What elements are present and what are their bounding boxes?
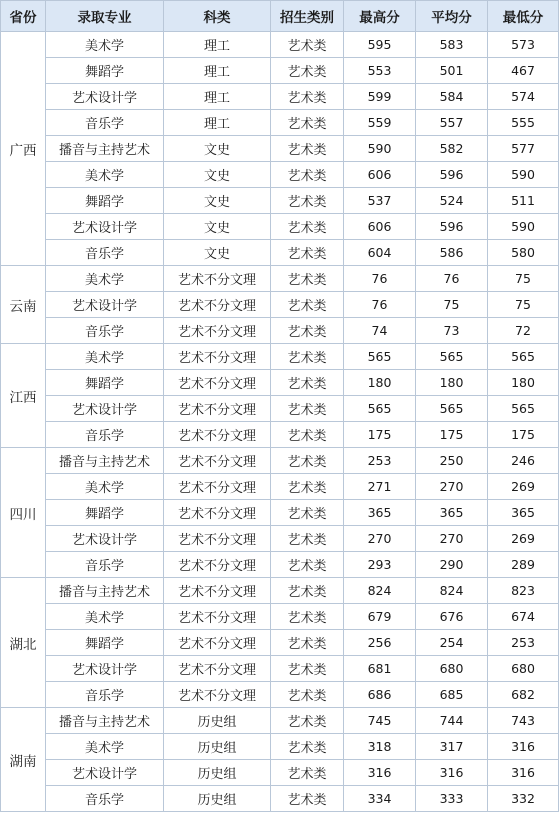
table-row	[1, 526, 559, 552]
min-score-cell: 511	[488, 188, 559, 214]
admission-type-cell: 艺术类	[271, 422, 344, 448]
category-cell: 艺术不分文理	[164, 266, 271, 292]
min-score-cell: 590	[488, 214, 559, 240]
major-cell: 播音与主持艺术	[46, 708, 164, 734]
table-row	[1, 266, 559, 292]
avg-score-cell: 676	[416, 604, 488, 630]
category-cell: 历史组	[164, 786, 271, 812]
max-score-cell: 256	[344, 630, 416, 656]
category-cell: 艺术不分文理	[164, 370, 271, 396]
admission-type-cell: 艺术类	[271, 630, 344, 656]
admission-type-cell: 艺术类	[271, 448, 344, 474]
max-score-cell: 76	[344, 266, 416, 292]
min-score-cell: 577	[488, 136, 559, 162]
header-max-score: 最高分	[344, 1, 416, 32]
max-score-cell: 595	[344, 32, 416, 58]
major-cell: 美术学	[46, 266, 164, 292]
min-score-cell: 75	[488, 292, 559, 318]
min-score-cell: 590	[488, 162, 559, 188]
max-score-cell: 590	[344, 136, 416, 162]
avg-score-cell: 565	[416, 396, 488, 422]
max-score-cell: 604	[344, 240, 416, 266]
table-body	[1, 32, 559, 812]
avg-score-cell: 586	[416, 240, 488, 266]
min-score-cell: 75	[488, 266, 559, 292]
avg-score-cell: 316	[416, 760, 488, 786]
category-cell: 艺术不分文理	[164, 526, 271, 552]
table-row	[1, 760, 559, 786]
max-score-cell: 553	[344, 58, 416, 84]
min-score-cell: 743	[488, 708, 559, 734]
category-cell: 文史	[164, 240, 271, 266]
max-score-cell: 565	[344, 396, 416, 422]
category-cell: 理工	[164, 32, 271, 58]
province-cell: 江西	[1, 344, 46, 448]
max-score-cell: 271	[344, 474, 416, 500]
admission-type-cell: 艺术类	[271, 500, 344, 526]
major-cell: 艺术设计学	[46, 84, 164, 110]
avg-score-cell: 250	[416, 448, 488, 474]
avg-score-cell: 333	[416, 786, 488, 812]
admission-type-cell: 艺术类	[271, 84, 344, 110]
admission-type-cell: 艺术类	[271, 734, 344, 760]
max-score-cell: 316	[344, 760, 416, 786]
admission-type-cell: 艺术类	[271, 214, 344, 240]
category-cell: 艺术不分文理	[164, 422, 271, 448]
admission-type-cell: 艺术类	[271, 136, 344, 162]
major-cell: 艺术设计学	[46, 656, 164, 682]
category-cell: 艺术不分文理	[164, 448, 271, 474]
admission-type-cell: 艺术类	[271, 708, 344, 734]
min-score-cell: 269	[488, 526, 559, 552]
avg-score-cell: 270	[416, 474, 488, 500]
avg-score-cell: 557	[416, 110, 488, 136]
avg-score-cell: 75	[416, 292, 488, 318]
max-score-cell: 76	[344, 292, 416, 318]
table-row	[1, 214, 559, 240]
max-score-cell: 679	[344, 604, 416, 630]
avg-score-cell: 685	[416, 682, 488, 708]
min-score-cell: 365	[488, 500, 559, 526]
max-score-cell: 745	[344, 708, 416, 734]
min-score-cell: 680	[488, 656, 559, 682]
max-score-cell: 334	[344, 786, 416, 812]
min-score-cell: 316	[488, 734, 559, 760]
admission-type-cell: 艺术类	[271, 474, 344, 500]
table-row	[1, 292, 559, 318]
min-score-cell: 674	[488, 604, 559, 630]
province-cell: 湖南	[1, 708, 46, 812]
avg-score-cell: 175	[416, 422, 488, 448]
category-cell: 艺术不分文理	[164, 344, 271, 370]
table-row	[1, 318, 559, 344]
min-score-cell: 175	[488, 422, 559, 448]
category-cell: 理工	[164, 84, 271, 110]
table-row	[1, 370, 559, 396]
max-score-cell: 606	[344, 214, 416, 240]
category-cell: 艺术不分文理	[164, 318, 271, 344]
admission-type-cell: 艺术类	[271, 58, 344, 84]
admission-type-cell: 艺术类	[271, 604, 344, 630]
category-cell: 文史	[164, 188, 271, 214]
major-cell: 艺术设计学	[46, 760, 164, 786]
major-cell: 音乐学	[46, 110, 164, 136]
max-score-cell: 681	[344, 656, 416, 682]
table-row	[1, 578, 559, 604]
major-cell: 音乐学	[46, 552, 164, 578]
table-row	[1, 32, 559, 58]
avg-score-cell: 524	[416, 188, 488, 214]
admission-type-cell: 艺术类	[271, 552, 344, 578]
category-cell: 艺术不分文理	[164, 656, 271, 682]
admission-type-cell: 艺术类	[271, 110, 344, 136]
major-cell: 美术学	[46, 734, 164, 760]
major-cell: 播音与主持艺术	[46, 578, 164, 604]
table-row	[1, 552, 559, 578]
category-cell: 艺术不分文理	[164, 474, 271, 500]
table-row	[1, 656, 559, 682]
min-score-cell: 72	[488, 318, 559, 344]
table-row	[1, 162, 559, 188]
admission-type-cell: 艺术类	[271, 344, 344, 370]
max-score-cell: 686	[344, 682, 416, 708]
min-score-cell: 467	[488, 58, 559, 84]
max-score-cell: 180	[344, 370, 416, 396]
min-score-cell: 823	[488, 578, 559, 604]
admission-type-cell: 艺术类	[271, 786, 344, 812]
major-cell: 美术学	[46, 32, 164, 58]
max-score-cell: 559	[344, 110, 416, 136]
avg-score-cell: 254	[416, 630, 488, 656]
table-row	[1, 396, 559, 422]
table-row	[1, 188, 559, 214]
table-row	[1, 630, 559, 656]
avg-score-cell: 596	[416, 214, 488, 240]
major-cell: 舞蹈学	[46, 630, 164, 656]
major-cell: 舞蹈学	[46, 58, 164, 84]
avg-score-cell: 680	[416, 656, 488, 682]
province-cell: 四川	[1, 448, 46, 578]
category-cell: 艺术不分文理	[164, 682, 271, 708]
category-cell: 文史	[164, 162, 271, 188]
max-score-cell: 824	[344, 578, 416, 604]
max-score-cell: 74	[344, 318, 416, 344]
min-score-cell: 332	[488, 786, 559, 812]
major-cell: 音乐学	[46, 318, 164, 344]
admission-type-cell: 艺术类	[271, 370, 344, 396]
table-row	[1, 448, 559, 474]
admission-type-cell: 艺术类	[271, 162, 344, 188]
avg-score-cell: 596	[416, 162, 488, 188]
header-province: 省份	[1, 1, 46, 32]
avg-score-cell: 582	[416, 136, 488, 162]
major-cell: 艺术设计学	[46, 214, 164, 240]
avg-score-cell: 73	[416, 318, 488, 344]
max-score-cell: 293	[344, 552, 416, 578]
max-score-cell: 270	[344, 526, 416, 552]
category-cell: 艺术不分文理	[164, 604, 271, 630]
table-row	[1, 786, 559, 812]
table-row	[1, 500, 559, 526]
avg-score-cell: 824	[416, 578, 488, 604]
avg-score-cell: 180	[416, 370, 488, 396]
admission-type-cell: 艺术类	[271, 760, 344, 786]
max-score-cell: 318	[344, 734, 416, 760]
admission-type-cell: 艺术类	[271, 682, 344, 708]
category-cell: 历史组	[164, 760, 271, 786]
header-row	[1, 1, 559, 32]
max-score-cell: 537	[344, 188, 416, 214]
avg-score-cell: 270	[416, 526, 488, 552]
table-row	[1, 58, 559, 84]
category-cell: 艺术不分文理	[164, 396, 271, 422]
major-cell: 舞蹈学	[46, 370, 164, 396]
min-score-cell: 253	[488, 630, 559, 656]
avg-score-cell: 501	[416, 58, 488, 84]
max-score-cell: 365	[344, 500, 416, 526]
avg-score-cell: 583	[416, 32, 488, 58]
major-cell: 艺术设计学	[46, 292, 164, 318]
avg-score-cell: 565	[416, 344, 488, 370]
min-score-cell: 565	[488, 396, 559, 422]
table-row	[1, 344, 559, 370]
province-cell: 广西	[1, 32, 46, 266]
avg-score-cell: 317	[416, 734, 488, 760]
admission-type-cell: 艺术类	[271, 240, 344, 266]
header-admission-type: 招生类别	[271, 1, 344, 32]
table-row	[1, 84, 559, 110]
min-score-cell: 574	[488, 84, 559, 110]
avg-score-cell: 584	[416, 84, 488, 110]
category-cell: 历史组	[164, 708, 271, 734]
category-cell: 理工	[164, 58, 271, 84]
min-score-cell: 580	[488, 240, 559, 266]
max-score-cell: 175	[344, 422, 416, 448]
header-avg-score: 平均分	[416, 1, 488, 32]
category-cell: 艺术不分文理	[164, 292, 271, 318]
avg-score-cell: 365	[416, 500, 488, 526]
min-score-cell: 316	[488, 760, 559, 786]
major-cell: 艺术设计学	[46, 526, 164, 552]
table-row	[1, 682, 559, 708]
table-row	[1, 604, 559, 630]
min-score-cell: 180	[488, 370, 559, 396]
min-score-cell: 682	[488, 682, 559, 708]
major-cell: 音乐学	[46, 682, 164, 708]
avg-score-cell: 744	[416, 708, 488, 734]
admission-type-cell: 艺术类	[271, 578, 344, 604]
admission-type-cell: 艺术类	[271, 318, 344, 344]
major-cell: 舞蹈学	[46, 188, 164, 214]
table-header	[1, 1, 559, 32]
max-score-cell: 253	[344, 448, 416, 474]
major-cell: 艺术设计学	[46, 396, 164, 422]
table-row	[1, 422, 559, 448]
admission-type-cell: 艺术类	[271, 656, 344, 682]
min-score-cell: 269	[488, 474, 559, 500]
category-cell: 艺术不分文理	[164, 578, 271, 604]
major-cell: 美术学	[46, 604, 164, 630]
avg-score-cell: 76	[416, 266, 488, 292]
min-score-cell: 565	[488, 344, 559, 370]
major-cell: 音乐学	[46, 240, 164, 266]
min-score-cell: 289	[488, 552, 559, 578]
major-cell: 音乐学	[46, 422, 164, 448]
category-cell: 艺术不分文理	[164, 500, 271, 526]
admission-type-cell: 艺术类	[271, 266, 344, 292]
table-row	[1, 136, 559, 162]
admission-type-cell: 艺术类	[271, 32, 344, 58]
category-cell: 艺术不分文理	[164, 552, 271, 578]
header-min-score: 最低分	[488, 1, 559, 32]
admission-type-cell: 艺术类	[271, 526, 344, 552]
max-score-cell: 606	[344, 162, 416, 188]
table-row	[1, 708, 559, 734]
province-cell: 湖北	[1, 578, 46, 708]
min-score-cell: 573	[488, 32, 559, 58]
category-cell: 文史	[164, 136, 271, 162]
major-cell: 美术学	[46, 474, 164, 500]
table-row	[1, 110, 559, 136]
major-cell: 音乐学	[46, 786, 164, 812]
category-cell: 艺术不分文理	[164, 630, 271, 656]
min-score-cell: 246	[488, 448, 559, 474]
header-major: 录取专业	[46, 1, 164, 32]
category-cell: 历史组	[164, 734, 271, 760]
major-cell: 美术学	[46, 162, 164, 188]
min-score-cell: 555	[488, 110, 559, 136]
major-cell: 播音与主持艺术	[46, 136, 164, 162]
major-cell: 美术学	[46, 344, 164, 370]
max-score-cell: 599	[344, 84, 416, 110]
category-cell: 理工	[164, 110, 271, 136]
admission-type-cell: 艺术类	[271, 292, 344, 318]
major-cell: 舞蹈学	[46, 500, 164, 526]
major-cell: 播音与主持艺术	[46, 448, 164, 474]
table-row	[1, 474, 559, 500]
avg-score-cell: 290	[416, 552, 488, 578]
admission-type-cell: 艺术类	[271, 188, 344, 214]
category-cell: 文史	[164, 214, 271, 240]
header-category: 科类	[164, 1, 271, 32]
table-row	[1, 734, 559, 760]
province-cell: 云南	[1, 266, 46, 344]
max-score-cell: 565	[344, 344, 416, 370]
admission-type-cell: 艺术类	[271, 396, 344, 422]
table-row	[1, 240, 559, 266]
